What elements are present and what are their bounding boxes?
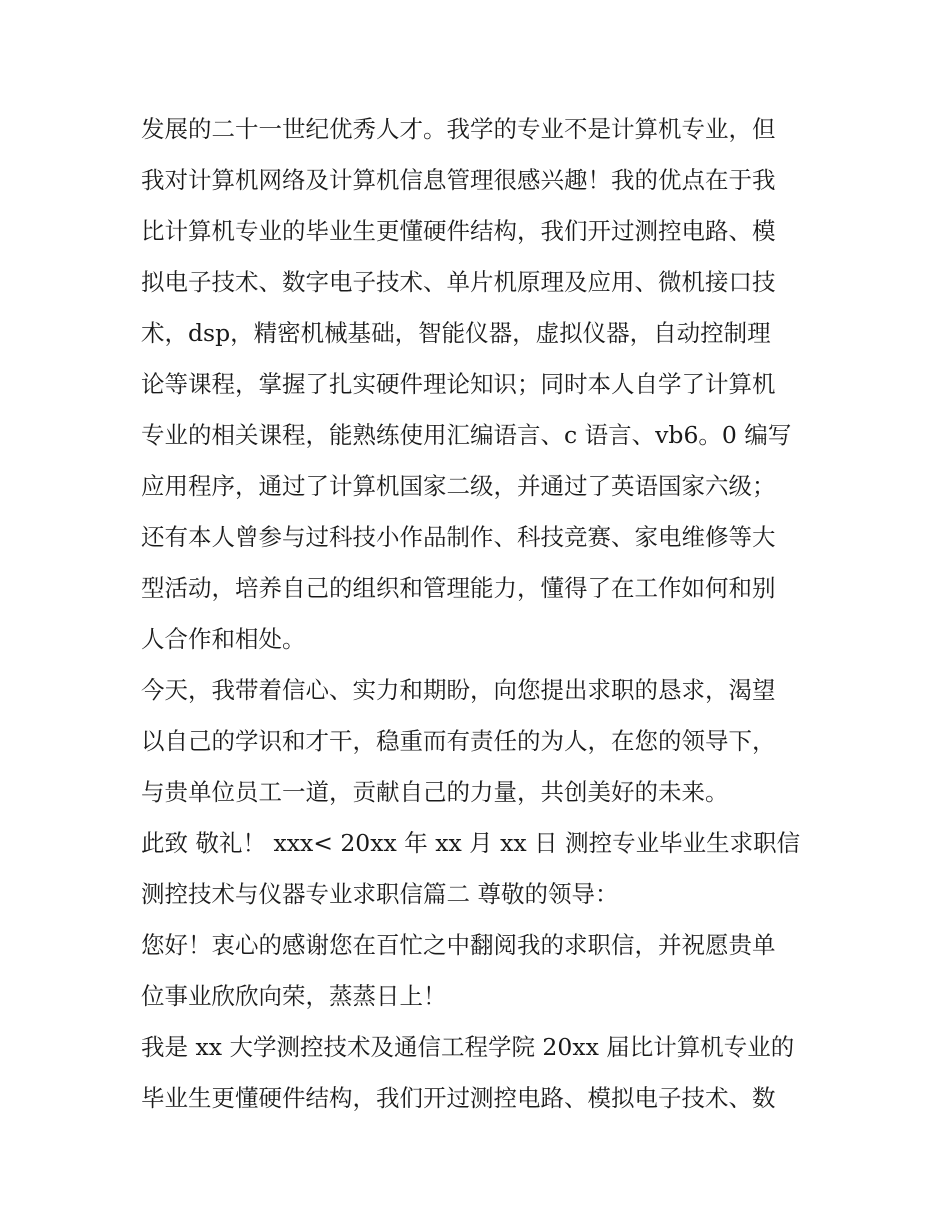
text-line: 位事业欣欣向荣，蒸蒸日上！ [141,982,447,1010]
text-line: 此致 敬礼！ xxx< 20xx 年 xx 月 xx 日 测控专业毕业生求职信 [141,829,801,857]
text-line: 专业的相关课程，能熟练使用汇编语言、c 语言、vb6。0 编写 [141,421,792,449]
text-line: 您好！衷心的感谢您在百忙之中翻阅我的求职信，并祝愿贵单 [141,931,776,959]
text-line: 测控技术与仪器专业求职信篇二 尊敬的领导： [141,880,619,908]
text-line: 还有本人曾参与过科技小作品制作、科技竞赛、家电维修等大 [141,523,776,551]
text-line: 人合作和相处。 [141,625,306,653]
text-line: 我对计算机网络及计算机信息管理很感兴趣！我的优点在于我 [141,166,776,194]
text-line: 比计算机专业的毕业生更懂硬件结构，我们开过测控电路、模 [141,217,776,245]
text-line: 今天，我带着信心、实力和期盼，向您提出求职的恳求，渴望 [141,676,776,704]
text-line: 型活动，培养自己的组织和管理能力，懂得了在工作如何和别 [141,574,776,602]
text-line: 拟电子技术、数字电子技术、单片机原理及应用、微机接口技 [141,268,776,296]
text-line: 论等课程，掌握了扎实硬件理论知识；同时本人自学了计算机 [141,370,776,398]
text-line: 与贵单位员工一道，贡献自己的力量，共创美好的未来。 [141,778,729,806]
body-text [141,106,813,1126]
text-line: 应用程序，通过了计算机国家二级，并通过了英语国家六级； [141,472,776,500]
text-line: 术，dsp，精密机械基础，智能仪器，虚拟仪器，自动控制理 [141,319,771,347]
text-line: 发展的二十一世纪优秀人才。我学的专业不是计算机专业，但 [141,115,776,143]
text-line: 毕业生更懂硬件结构，我们开过测控电路、模拟电子技术、数 [141,1084,776,1112]
text-line: 以自己的学识和才干，稳重而有责任的为人，在您的领导下， [141,727,776,755]
text-line: 我是 xx 大学测控技术及通信工程学院 20xx 届比计算机专业的 [141,1033,795,1061]
